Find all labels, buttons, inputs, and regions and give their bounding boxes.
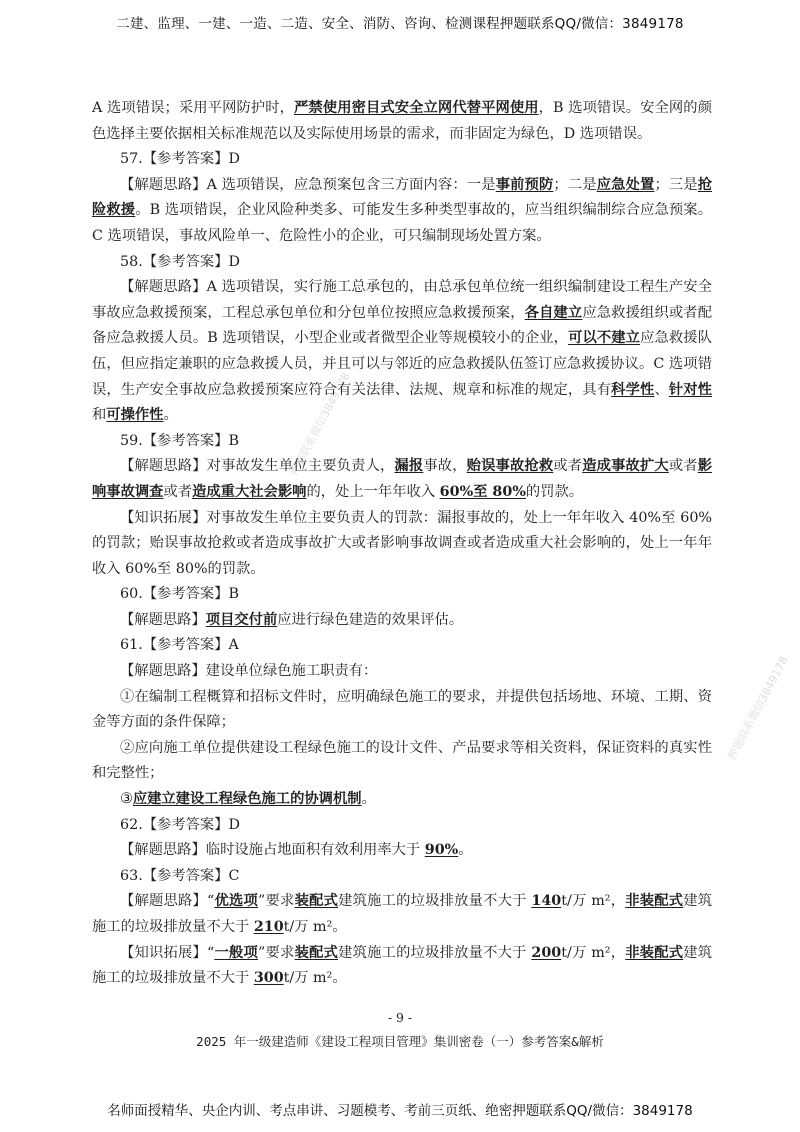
q62-answer: 62.【参考答案】D [120, 816, 240, 833]
q59-extension: 【知识拓展】对事故发生单位主要负责人的罚款：漏报事故的，处上一年年收入 40%至 60%的罚款；贻误事故抢救或者造成事故扩大或者影响事故调查或者造成重大社会影响的，处上一年年收入 60%至 80%的罚款。 [92, 509, 712, 577]
q60-answer: 60.【参考答案】B [120, 586, 240, 603]
q61-answer: 61.【参考答案】A [120, 637, 239, 654]
q61-item-2: ②应向施工单位提供建设工程绿色施工的设计文件、产品要求等相关资料，保证资料的真实性和完整性； [92, 739, 712, 782]
page-number: - 9 - [387, 1010, 413, 1025]
header-banner: 二建、监理、一建、一造、二造、安全、消防、咨询、检测课程押题联系QQ/微信：3849178 [116, 16, 684, 32]
q60-explanation: 【解题思路】项目交付前应进行绿色建造的效果评估。 [120, 611, 464, 628]
q58-answer: 58.【参考答案】D [120, 253, 240, 270]
q62-explanation: 【解题思路】临时设施占地面积有效利用率大于 90%。 [120, 842, 473, 859]
q61-explanation: 【解题思路】建设单位绿色施工职责有： [120, 663, 378, 680]
q57-answer: 57.【参考答案】D [120, 151, 240, 168]
q61-item-3: ③应建立建设工程绿色施工的协调机制。 [120, 791, 376, 808]
q63-extension: 【知识拓展】“一般项”要求装配式建筑施工的垃圾排放量不大于 200t/万 m²，非装配式建筑施工的垃圾排放量不大于 300t/万 m²。 [92, 944, 713, 987]
q58-explanation: 【解题思路】A 选项错误，实行施工总承包的，由总承包单位统一组织编制建设工程生产安全事故应急救援预案，工程总承包单位和分包单位按照应急救援预案，各自建立应急救援组织或者配备应急救援人员。B 选项错误，小型企业或者微型企业等规模较小的企业，可以不建立应急救援队伍，但应指定兼职的应急救援人员，并且可以与邻近的应急救援队伍签订应急救援协议。C 选项错误，生产安全事故应急救援预案应符合有关法律、法规、规章和标准的规定，具有科学性、针对性和可操作性。 [92, 279, 713, 424]
q63-answer: 63.【参考答案】C [120, 867, 240, 884]
footer-title: 2025 年一级建造师《建设工程项目管理》集训密卷（一）参考答案&解析 [196, 1034, 604, 1049]
q59-answer: 59.【参考答案】B [120, 432, 240, 449]
answer-body [92, 96, 712, 992]
paragraph-q56-tail: A 选项错误；采用平网防护时，严禁使用密目式安全立网代替平网使用，B 选项错误。安全网的颜色选择主要依据相关标准规范以及实际使用场景的需求，而非固定为绿色，D 选项错误。 [92, 100, 712, 142]
q63-explanation: 【解题思路】“优选项”要求装配式建筑施工的垃圾排放量不大于 140t/万 m²，非装配式建筑施工的垃圾排放量不大于 210t/万 m²。 [92, 893, 713, 935]
q57-explanation: 【解题思路】A 选项错误，应急预案包含三方面内容：一是事前预防；二是应急处置；三是抢险救援。B 选项错误，企业风险种类多、可能发生多种类型事故的，应当组织编制综合应急预案。C 选项错误，事故风险单一、危险性小的企业，可只编制现场处置方案。 [92, 176, 713, 244]
q59-explanation: 【解题思路】对事故发生单位主要负责人，漏报事故，贻误事故抢救或者造成事故扩大或者影响事故调查或者造成重大社会影响的，处上一年年收入 60%至 80%的罚款。 [92, 458, 713, 500]
q61-item-1: ①在编制工程概算和招标文件时，应明确绿色施工的要求，并提供包括场地、环境、工期、资金等方面的条件保障； [92, 688, 712, 731]
watermark: 押题联系微信3849178 [287, 370, 353, 479]
watermark: 押题联系微信3849178 [725, 654, 791, 763]
footer-banner: 名师面授精华、央企内训、考点串讲、习题模考、考前三页纸、绝密押题联系QQ/微信：3849178 [107, 1103, 693, 1119]
